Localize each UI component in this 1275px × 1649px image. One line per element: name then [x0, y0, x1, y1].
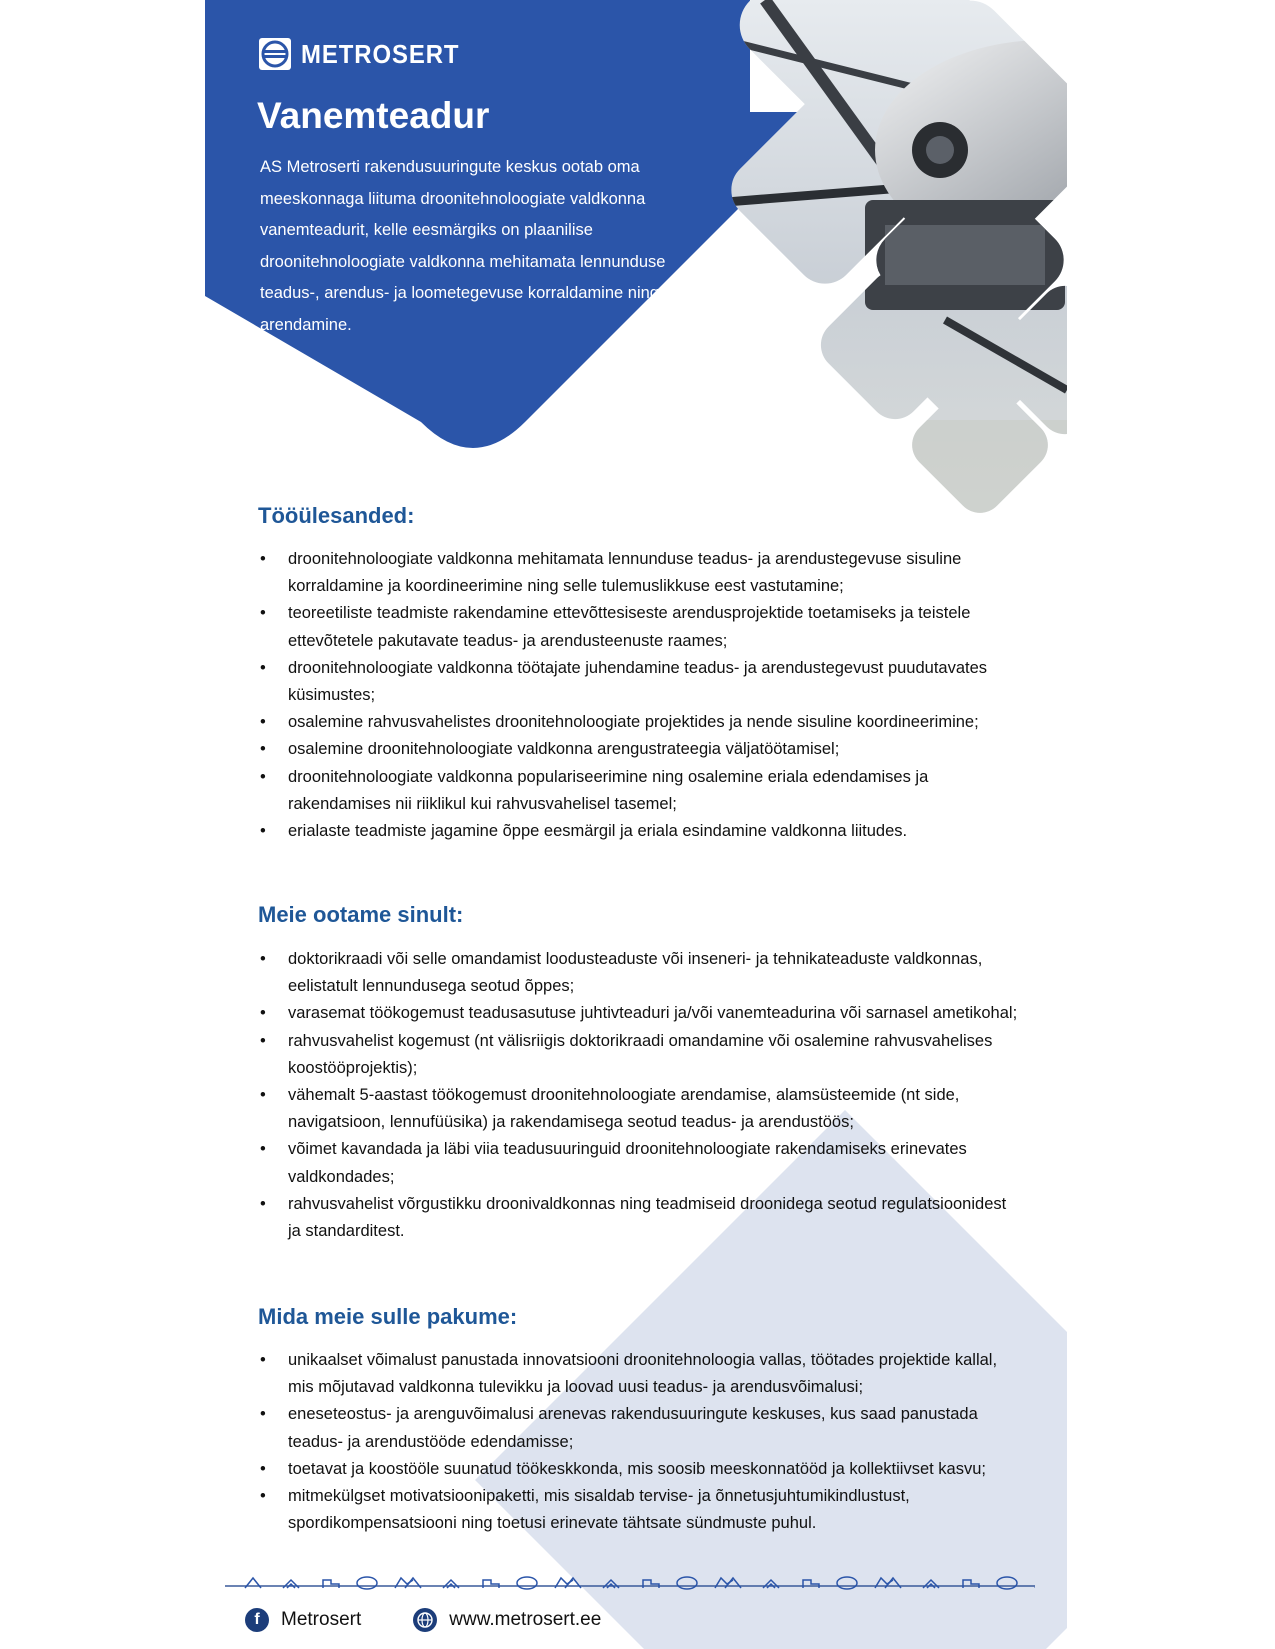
list-item: • vähemalt 5-aastast töökogemust droonitehnoloogiate arendamise, alamsüsteemide (nt side, navigatsioon, lennufüüsika) ja rakendamisega seotud teadus- ja arendustöös;	[260, 1086, 960, 1132]
list-item: • rahvusvahelist võrgustikku droonivaldkonnas ning teadmiseid droonidega seotud regulatsioonidest ja standarditest.	[260, 1194, 1007, 1241]
list-item: • varasemat töökogemust teadusasutuse juhtivteaduri ja/või vanemteadurina või sarnasel ametikohal;	[260, 1004, 1018, 1023]
list-item: • droonitehnoloogiate valdkonna töötajate juhendamine teadus- ja arendustegevust puudutavates küsimustes;	[260, 658, 988, 705]
list-item: • osalemine droonitehnoloogiate valdkonna arengustrateegia väljatöötamisel;	[260, 740, 840, 759]
list-item: • droonitehnoloogiate valdkonna populariseerimine ning osalemine eriala edendamises ja rakendamises nii riiklikul kui rahvusvahelisel tasemel;	[260, 767, 929, 813]
list-item: • teoreetiliste teadmiste rakendamine ettevõttesiseste arendusprojektide toetamiseks ja teistele ettevõtetele pakutavate teadus- ja arendusteenuste raames;	[260, 604, 971, 650]
requirements-list	[260, 946, 1020, 1245]
intro-text: AS Metroserti rakendusuuringute keskus ootab oma meeskonnaga liituma droonitehnoloogiate valdkonna vanemteadurit, kelle eesmärgiks on plaanilise droonitehnoloogiate valdkonna mehitamata lennunduse teadus-, arendus- ja loometegevuse korraldamine ning arendamine.	[260, 158, 666, 334]
facebook-icon[interactable]: f	[245, 1608, 269, 1632]
list-item: • erialaste teadmiste jagamine õppe eesmärgil ja eriala esindamine valdkonna liitudes.	[260, 822, 908, 841]
brand	[259, 38, 473, 70]
metrosert-logo-icon	[259, 38, 291, 70]
footer	[245, 1608, 601, 1632]
duties-heading: Tööülesanded:	[258, 503, 415, 528]
pictogram-strip	[235, 1570, 1035, 1596]
job-ad-page	[205, 0, 1067, 1649]
duties-list	[260, 546, 1020, 845]
offer-heading: Mida meie sulle pakume:	[258, 1304, 518, 1329]
globe-icon[interactable]	[413, 1608, 437, 1632]
list-item: • doktorikraadi või selle omandamist loodusteaduste või inseneri- ja tehnikateaduste valdkonnas, eelistatult lennundusega seotud õppes;	[260, 950, 983, 996]
list-item: • mitmekülgset motivatsioonipaketti, mis sisaldab tervise- ja õnnetusjuhtumikindlustust, spordikompensatsiooni ning toetusi erinevate tähtsate sündmuste puhul.	[260, 1487, 910, 1533]
list-item: • unikaalset võimalust panustada innovatsiooni droonitehnoloogia vallas, töötades projektide kallal, mis mõjutavad valdkonna tulevikku ja loovad uusi teadus- ja arendusvõimalusi;	[260, 1351, 998, 1397]
list-item: • osalemine rahvusvahelistes droonitehnoloogiate projektides ja nende sisuline koordineerimine;	[260, 713, 979, 732]
list-item: • rahvusvahelist kogemust (nt välisriigis doktorikraadi omandamine või osalemine rahvusvahelises koostööprojektis);	[260, 1031, 993, 1077]
list-item: • toetavat ja koostööle suunatud töökeskkonda, mis soosib meeskonnatööd ja kollektiivset kasvu;	[260, 1459, 986, 1478]
job-title: Vanemteadur	[257, 95, 490, 136]
website-link[interactable]: www.metrosert.ee	[449, 1609, 602, 1630]
list-item: • võimet kavandada ja läbi viia teadusuuringuid droonitehnoloogiate rakendamiseks erinevates valdkondades;	[260, 1140, 967, 1186]
brand-name: METROSERT	[301, 38, 460, 69]
requirements-heading: Meie ootame sinult:	[258, 902, 464, 927]
offer-list	[260, 1347, 1020, 1537]
list-item: • droonitehnoloogiate valdkonna mehitamata lennunduse teadus- ja arendustegevuse sisuline korraldamine ja koordineerimine ning selle tulemuslikkuse eest vastutamine;	[260, 550, 962, 596]
list-item: • eneseteostus- ja arenguvõimalusi arenevas rakendusuuringute keskuses, kus saad panustada teadus- ja arendustööde edendamisse;	[260, 1405, 978, 1451]
facebook-label[interactable]: Metrosert	[281, 1609, 362, 1630]
